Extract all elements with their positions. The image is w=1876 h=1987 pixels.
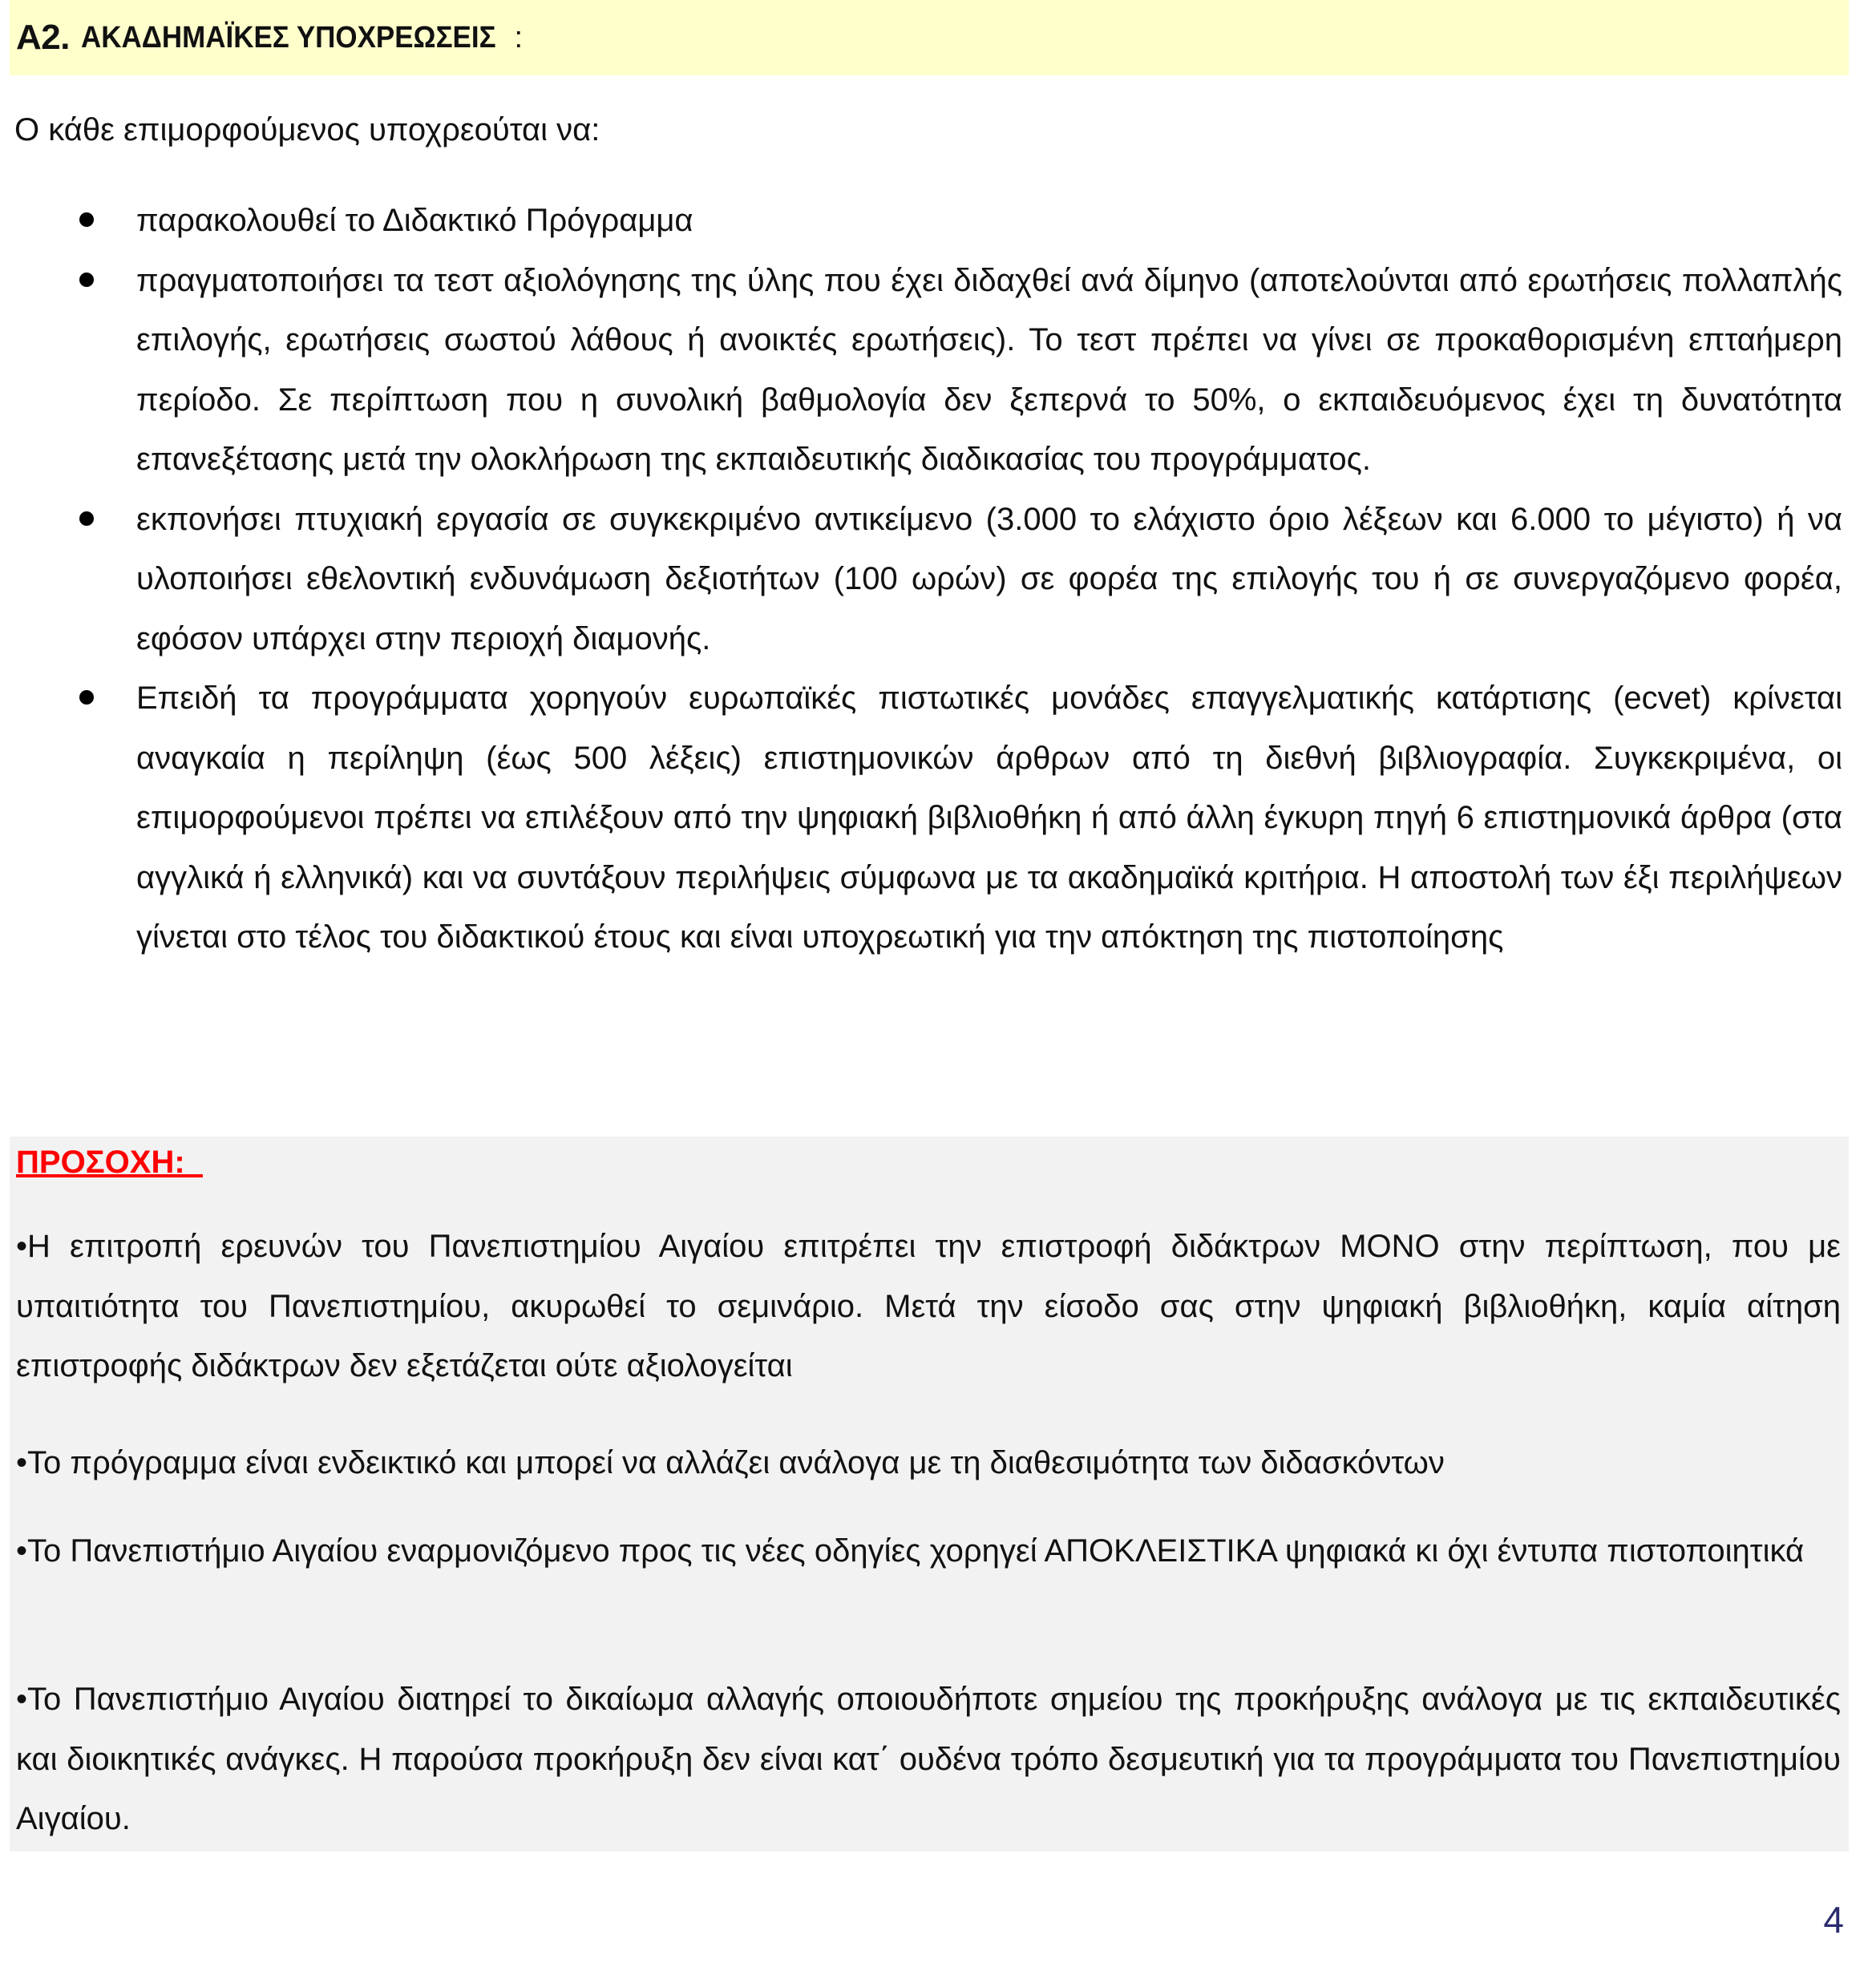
list-item: [0, 490, 1876, 669]
obligations-list: [0, 191, 1876, 967]
notice-title: ΠΡΟΣΟΧΗ:: [16, 1145, 203, 1180]
list-item: [0, 191, 1876, 251]
section-title: ΑΚΑΔΗΜΑΪΚΕΣ ΥΠΟΧΡΕΩΣΕΙΣ: [80, 20, 496, 55]
bullet-icon: [79, 690, 94, 705]
bullet-icon: [79, 273, 94, 287]
list-item: [0, 668, 1876, 967]
notice-paragraph: •Το Πανεπιστήμιο Αιγαίου διατηρεί το δικαίωμα αλλαγής οποιουδήποτε σημείου της προκήρυξης ανάλογα με τις εκπαιδευτικές και διοικητικές ανάγκες. Η παρούσα προκήρυξη δεν είναι κατ΄ ουδένα τρόπο δεσμευτική για τα προγράμματα του Πανεπιστημίου Αιγαίου.: [16, 1682, 1841, 1836]
page-number: 4: [1823, 1899, 1844, 1941]
list-item-text: πραγματοποιήσει τα τεστ αξιολόγησης της ύλης που έχει διδαχθεί ανά δίμηνο (αποτελούνται από ερωτήσεις πολλαπλής επιλογής, ερωτήσεις σωστού λάθους ή ανοικτές ερωτήσεις). Το τεστ πρέπει να γίνει σε προκαθορισμένη επταήμερη περίοδο. Σε περίπτωση που η συνολική βαθμολογία δεν ξεπερνά το 50%, ο εκπαιδευόμενος έχει τη δυνατότητα επανεξέτασης μετά την ολοκλήρωση της εκπαιδευτικής διαδικασίας του προγράμματος.: [136, 262, 1842, 477]
section-title-colon: :: [514, 20, 524, 55]
notice-box: [10, 1137, 1849, 1852]
list-item-text: Επειδή τα προγράμματα χορηγούν ευρωπαϊκές πιστωτικές μονάδες επαγγελματικής κατάρτισης (ecvet) κρίνεται αναγκαία η περίληψη (έως 500 λέξεις) επιστημονικών άρθρων από τη διεθνή βιβλιογραφία. Συγκεκριμένα, οι επιμορφούμενοι πρέπει να επιλέξουν από την ψηφιακή βιβλιοθήκη ή από άλλη έγκυρη πηγή 6 επιστημονικά άρθρα (στα αγγλικά ή ελληνικά) και να συντάξουν περιλήψεις σύμφωνα με τα ακαδημαϊκά κριτήρια. Η αποστολή των έξι περιλήψεων γίνεται στο τέλος του διδακτικού έτους και είναι υποχρεωτική για την απόκτηση της πιστοποίησης: [136, 681, 1842, 955]
notice-paragraph: •Το πρόγραμμα είναι ενδεικτικό και μπορεί να αλλάζει ανάλογα με τη διαθεσιμότητα των διδασκόντων: [16, 1445, 1445, 1480]
bullet-icon: [79, 511, 94, 526]
section-number: Α2.: [16, 18, 70, 57]
notice-paragraph: •Το Πανεπιστήμιο Αιγαίου εναρμονιζόμενο προς τις νέες οδηγίες χορηγεί ΑΠΟΚΛΕΙΣΤΙΚΑ ψηφιακά κι όχι έντυπα πιστοποιητικά: [16, 1533, 1805, 1569]
bullet-icon: [79, 212, 94, 227]
notice-paragraph: •Η επιτροπή ερευνών του Πανεπιστημίου Αιγαίου επιτρέπει την επιστροφή διδάκτρων ΜΟΝΟ στην περίπτωση, που με υπαιτιότητα του Πανεπιστημίου, ακυρωθεί το σεμινάριο. Μετά την είσοδο σας στην ψηφιακή βιβλιοθήκη, καμία αίτηση επιστροφής διδάκτρων δεν εξετάζεται ούτε αξιολογείται: [16, 1229, 1841, 1383]
list-item-text: παρακολουθεί το Διδακτικό Πρόγραμμα: [136, 203, 693, 238]
list-item: [0, 251, 1876, 490]
intro-text: Ο κάθε επιμορφούμενος υποχρεούται να:: [14, 112, 600, 147]
section-header: [10, 0, 1849, 75]
list-item-text: εκπονήσει πτυχιακή εργασία σε συγκεκριμένο αντικείμενο (3.000 το ελάχιστο όριο λέξεων και 6.000 το μέγιστο) ή να υλοποιήσει εθελοντική ενδυνάμωση δεξιοτήτων (100 ωρών) σε φορέα της επιλογής του ή σε συνεργαζόμενο φορέα, εφόσον υπάρχει στην περιοχή διαμονής.: [136, 501, 1842, 656]
